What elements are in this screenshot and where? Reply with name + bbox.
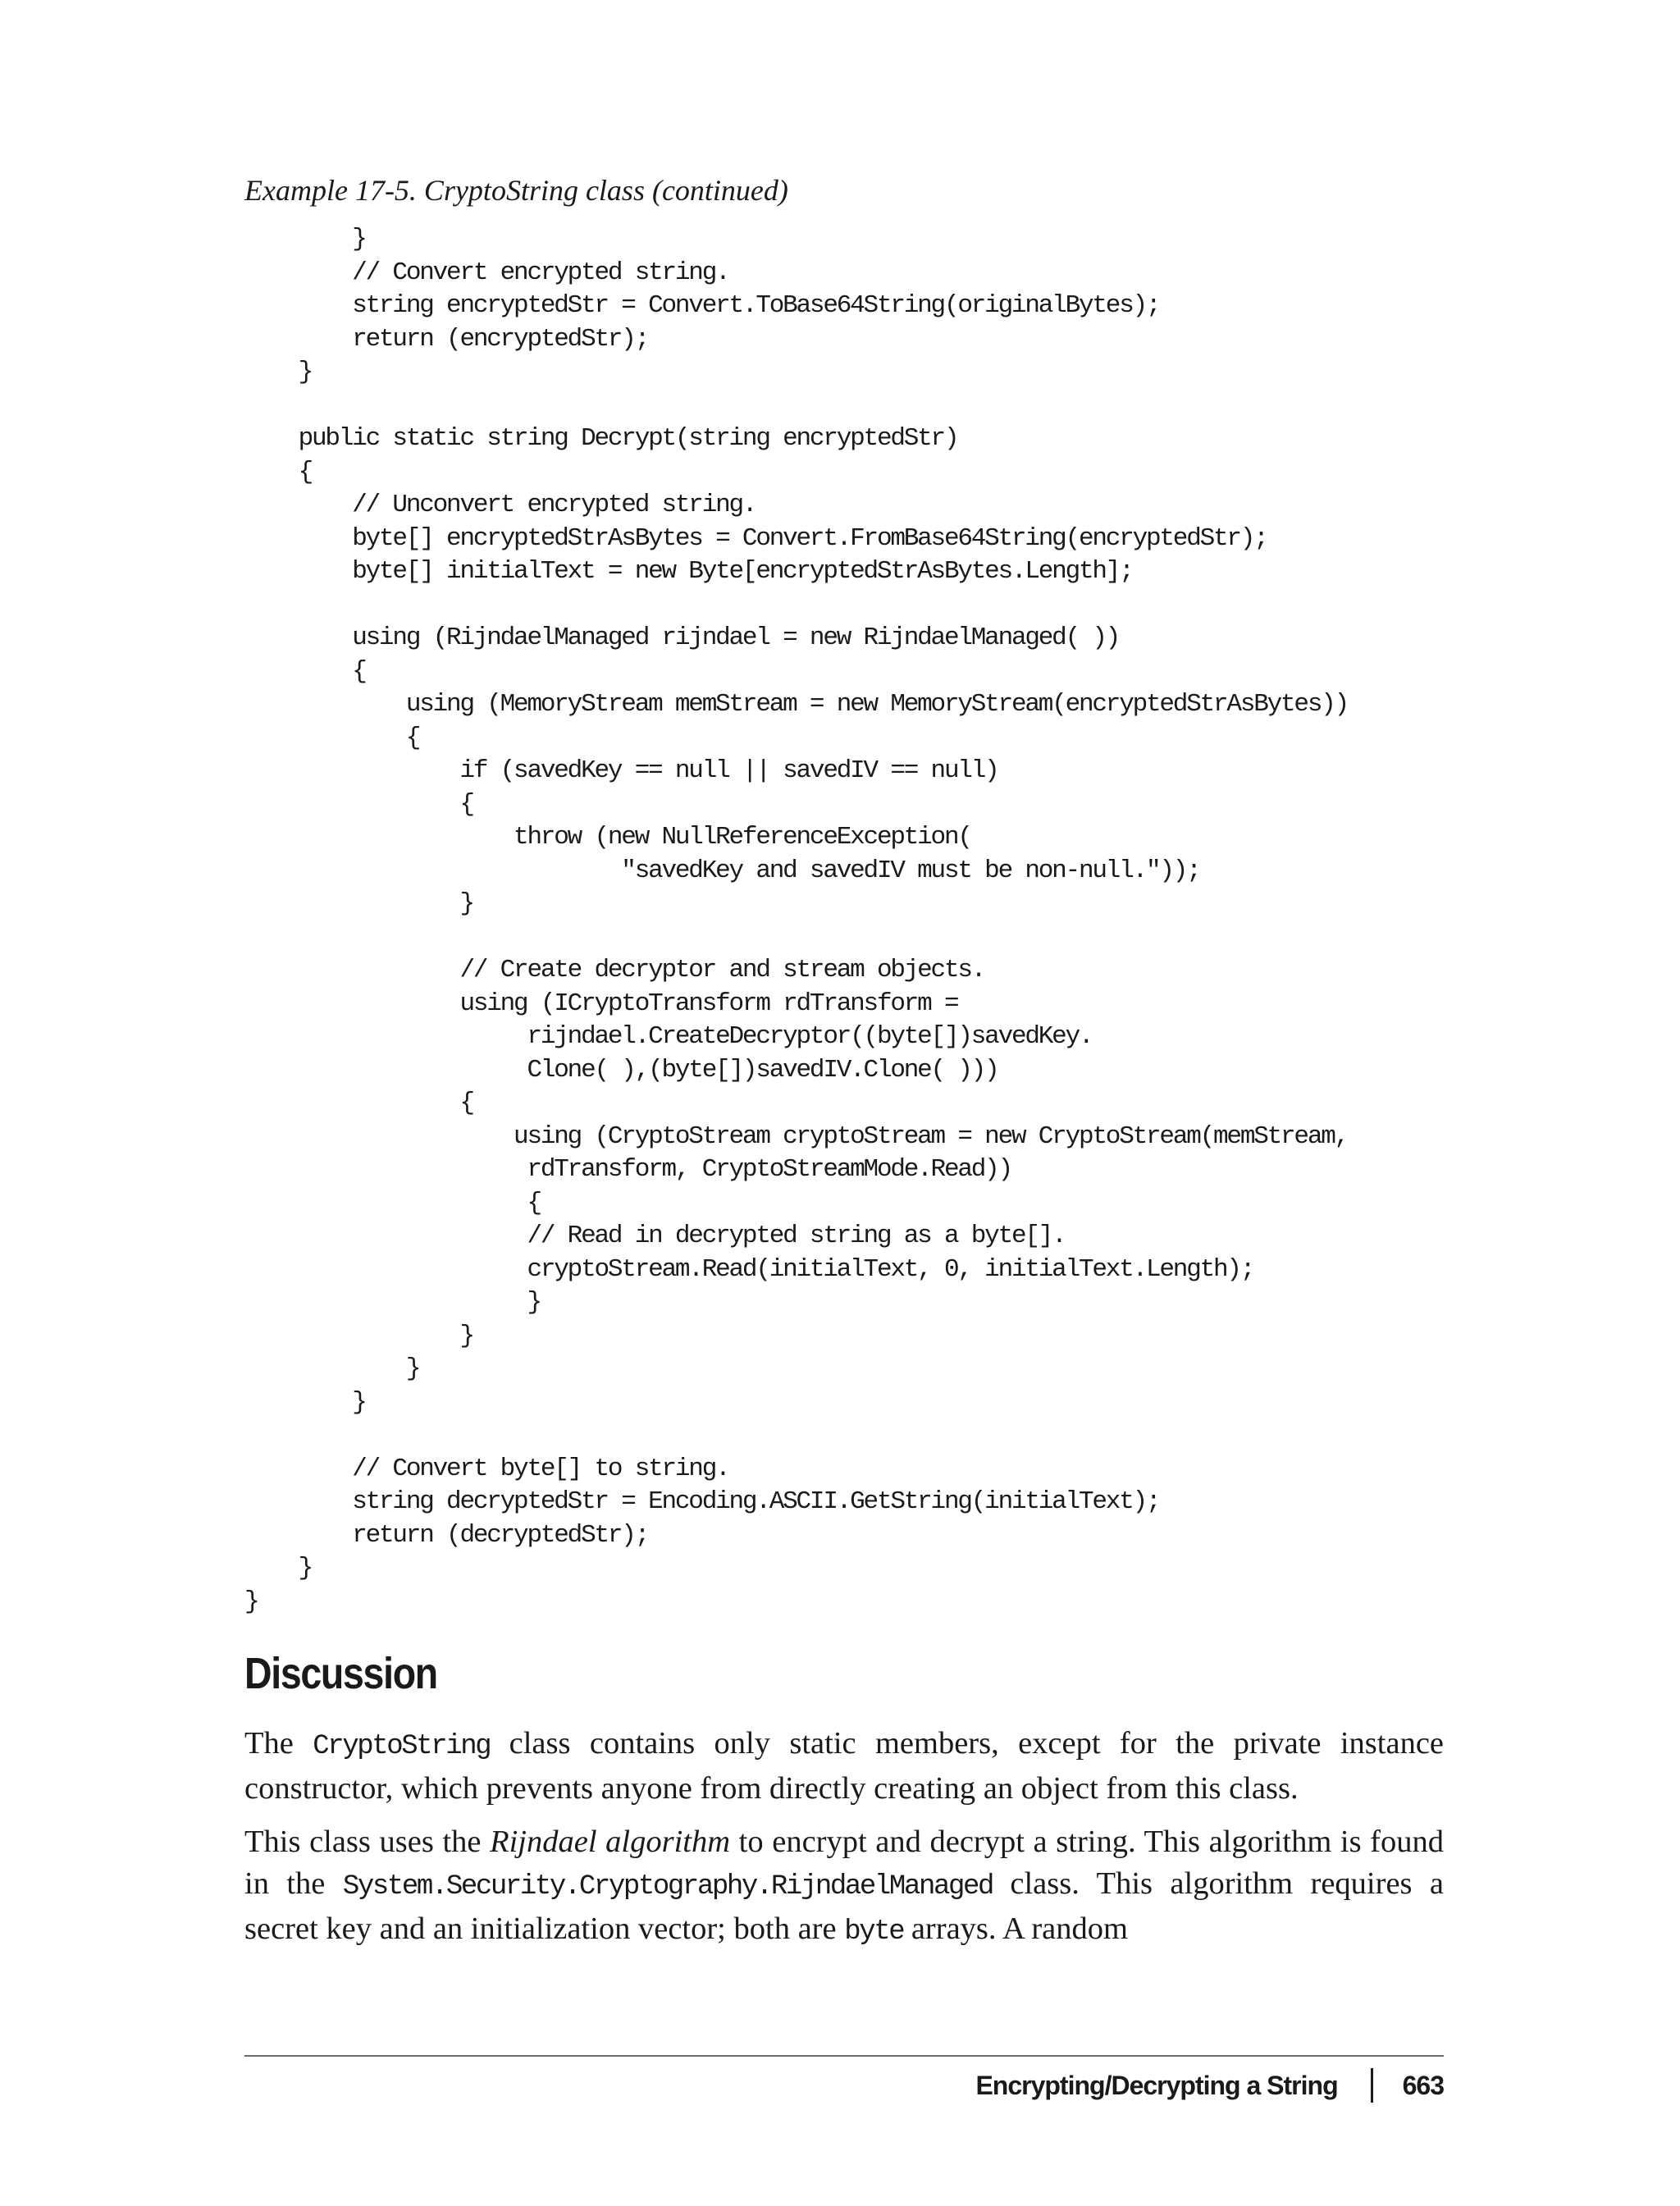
text-run: class. This algorithm requires a secret key and an initialization vector; both are [244,1866,1445,1946]
code-line: // Convert byte[] to string. [244,1454,729,1483]
code-line: // Create decryptor and stream objects. [244,956,985,984]
text-run: The [244,1726,313,1761]
code-line: using (CryptoStream cryptoStream = new CryptoStream(memStream, [244,1121,1349,1151]
code-line: { [244,457,313,486]
discussion-paragraph-2 [244,1821,1444,1953]
book-page [244,0,1444,2206]
code-line: using (MemoryStream memStream = new MemoryStream(encryptedStrAsBytes)) [244,690,1349,719]
example-caption: Example 17-5. CryptoString class (continued) [244,174,788,207]
section-heading: Discussion [244,1649,437,1698]
code-line: } [244,225,366,253]
code-line: byte[] encryptedStrAsBytes = Convert.FromBase64String(encryptedStr); [244,523,1267,553]
discussion-paragraph-1 [244,1723,1444,1810]
code-line: } [244,1354,420,1383]
inline-code: CryptoString [313,1731,491,1762]
code-line: return (encryptedStr); [244,324,649,354]
code-line: cryptoStream.Read(initialText, 0, initialText.Length); [244,1254,1254,1284]
code-line: using (RijndaelManaged rijndael = new RijndaelManaged( )) [244,623,1120,652]
code-line: } [244,1387,366,1417]
page-number: 663 [1402,2070,1444,2100]
code-line: throw (new NullReferenceException( [244,823,971,852]
code-line: } [244,1288,541,1317]
code-line: { [244,723,420,752]
code-listing [244,223,1348,1619]
code-line: rijndael.CreateDecryptor((byte[])savedKey. [244,1022,1093,1051]
running-head: Encrypting/Decrypting a String [975,2070,1338,2100]
code-line: byte[] initialText = new Byte[encryptedStrAsBytes.Length]; [244,557,1133,586]
emphasis-term: Rijndael algorithm [490,1825,731,1859]
inline-code: System.Security.Cryptography.RijndaelManaged [342,1871,993,1902]
code-line: { [244,1089,473,1117]
code-line: { [244,789,473,819]
code-line: } [244,358,313,386]
code-line: "savedKey and savedIV must be non-null.")); [244,856,1200,885]
code-line: } [244,1321,473,1350]
text-run: to encrypt and decrypt a string. This algorithm is found in the [244,1825,1445,1901]
text-run: This class uses the [244,1825,491,1859]
code-line: using (ICryptoTransform rdTransform = [244,989,958,1018]
code-line: return (decryptedStr); [244,1520,649,1550]
code-line: // Convert encrypted string. [244,258,729,287]
code-line: rdTransform, CryptoStreamMode.Read)) [244,1155,1011,1184]
code-line: // Read in decrypted string as a byte[]. [244,1222,1066,1250]
code-line: } [244,889,473,918]
code-line: { [244,1188,541,1217]
footer-separator [1371,2068,1373,2103]
inline-code: byte [844,1916,904,1948]
code-line: if (savedKey == null || savedIV == null) [244,756,998,785]
text-run: class contains only static members, except for the private instance constructor, which prevents anyone from directly creating an object from this class. [244,1726,1444,1806]
footer-divider [244,2055,1444,2057]
code-line: } [244,1554,313,1583]
code-line: } [244,1587,258,1616]
code-line: string encryptedStr = Convert.ToBase64String(originalBytes); [244,291,1160,320]
page-footer [975,2061,1444,2110]
code-line: public static string Decrypt(string encryptedStr) [244,424,958,453]
text-run: arrays. A random [903,1911,1128,1946]
code-line: string decryptedStr = Encoding.ASCII.GetString(initialText); [244,1487,1160,1516]
code-line: Clone( ),(byte[])savedIV.Clone( ))) [244,1055,998,1085]
code-line: { [244,656,366,686]
code-line: // Unconvert encrypted string. [244,491,756,519]
